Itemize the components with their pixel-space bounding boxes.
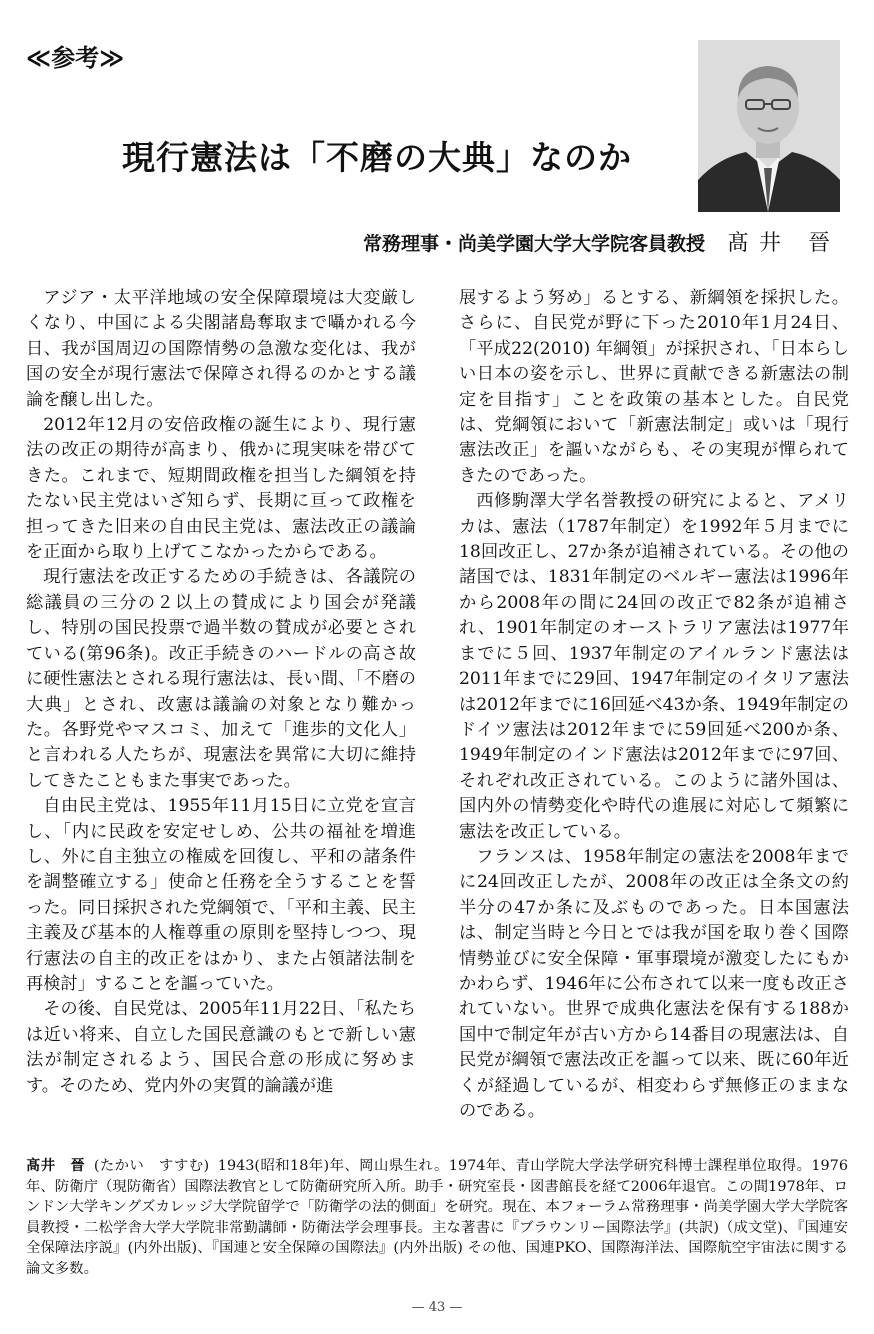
paragraph: 自由民主党は、1955年11月15日に立党を宣言し、「内に民政を安定せしめ、公共の福祉を増進し、外に自主独立の権威を回復し、平和の諸条件を調整確立する」使命と任務を全うすることを誓った。同日採択された党綱領で、「平和主義、民主主義及び基本的人権尊重の原則を堅持しつつ、現行憲法の自主的改正をはかり、また占領諸法制を再検討」することを謳っていた。: [26, 796, 416, 994]
paragraph: 西修駒澤大学名誉教授の研究によると、アメリカは、憲法（1787年制定）を1992年５月までに18回改正し、27か条が追補されている。その他の諸国では、1831年制定のベルギー憲法は1996年から2008年の間に24回の改正で82条が追補され、1901年制定のオーストラリア憲法は1977年までに５回、1937年制定のアイルランド憲法は2011年までに29回、1947年制定のイタリア憲法は2012年までに16回延べ43か条、1949年制定のドイツ憲法は2012年までに59回延べ200か条、1949年制定のインド憲法は2012年までに97回、それぞれ改正されている。このように諸外国は、国内外の情勢変化や時代の進展に対応して頻繁に憲法を改正している。: [459, 491, 849, 842]
paragraph: 2012年12月の安倍政権の誕生により、現行憲法の改正の期待が高まり、俄かに現実味を帯びてきた。これまで、短期間政権を担当した綱領を持たない民主党はいざ知らず、長期に亘って政権を担ってきた旧来の自由民主党は、憲法改正の議論を正面から取り上げてこなかったからである。: [26, 415, 416, 563]
author-portrait-image: [698, 40, 840, 212]
paragraph: アジア・太平洋地域の安全保障環境は大変厳しくなり、中国による尖閣諸島奪取まで囁かれる今日、我が国周辺の国際情勢の急激な変化は、我が国の安全が現行憲法で保障され得るのかとする議論を醸し出した。: [26, 288, 416, 410]
bio-name: 髙井 晉: [26, 1157, 86, 1174]
author-name: 髙井 晉: [727, 231, 840, 256]
paragraph: 現行憲法を改正するための手続きは、各議院の総議員の三分の２以上の賛成により国会が発議し、特別の国民投票で過半数の賛成が必要とされている(第96条)。改正手続きのハードルの高さ故に硬性憲法とされる現行憲法は、長い間、「不磨の大典」とされ、改憲は議論の対象となり難かった。各野党やマスコミ、加えて「進歩的文化人」と言われる人たちが、現憲法を異常に大切に維持してきたこともまた事実であった。: [26, 567, 416, 791]
author-photo: [698, 40, 840, 212]
bio-reading: (たかい すすむ): [93, 1158, 210, 1174]
article-title: 現行憲法は「不磨の大典」なのか: [122, 138, 632, 177]
reference-label: ≪参考≫: [26, 44, 125, 72]
paragraph: その後、自民党は、2005年11月22日、「私たちは近い将来、自立した国民意識のもとで新しい憲法が制定されるよう、国民合意の形成に努めます。そのため、党内外の実質的論議が進: [26, 999, 416, 1096]
author-byline: [363, 226, 840, 257]
author-biography: [26, 1156, 848, 1279]
author-affiliation: 常務理事・尚美学園大学大学院客員教授: [362, 233, 705, 255]
left-column: [26, 286, 416, 1099]
paragraph: 展するよう努め」るとする、新綱領を採択した。さらに、自民党が野に下った2010年1月24日、「平成22(2010) 年綱領」が採択され、「日本らしい日本の姿を示し、世界に貢献できる新憲法の制定を目指す」ことを政策の基本とした。自民党は、党綱領において「新憲法制定」或いは「現行憲法改正」を謳いながらも、その実現が憚られてきたのであった。: [459, 288, 849, 486]
page-number: — 43 —: [411, 1300, 463, 1315]
paragraph: フランスは、1958年制定の憲法を2008年までに24回改正したが、2008年の改正は全条文の約半分の47か条に及ぶものであった。日本国憲法は、制定当時と今日とでは我が国を取り巻く国際情勢並びに安全保障・軍事環境が激変したにもかかわらず、1946年に公布されて以来一度も改正されていない。世界で成典化憲法を保有する188か国中で制定年が古い方から14番目の現憲法は、自民党が綱領で憲法改正を謳って以来、既に60年近くが経過しているが、相変わらず無修正のままなのである。: [459, 846, 849, 1121]
bio-text: 1943(昭和18年)年、岡山県生れ。1974年、青山学院大学法学研究科博士課程単位取得。1976年、防衛庁（現防衛省）国際法教官として防衛研究所入所。助手・研究室長・図書館長を経て2006年退官。この間1978年、ロンドン大学キングズカレッジ大学院留学で「防衛学の法的側面」を研究。現在、本フォーラム常務理事・尚美学園大学大学院客員教授・二松学舎大学大学院非常勤講師・防衛法学会理事長。主な著書に『ブラウンリー国際法学』(共訳)（成文堂)、『国連安全保障法序説』(内外出版)、『国連と安全保障の国際法』(内外出版) その他、国連PKO、国際海洋法、国際航空宇宙法に関する論文多数。: [26, 1158, 848, 1277]
right-column: [459, 286, 849, 1124]
